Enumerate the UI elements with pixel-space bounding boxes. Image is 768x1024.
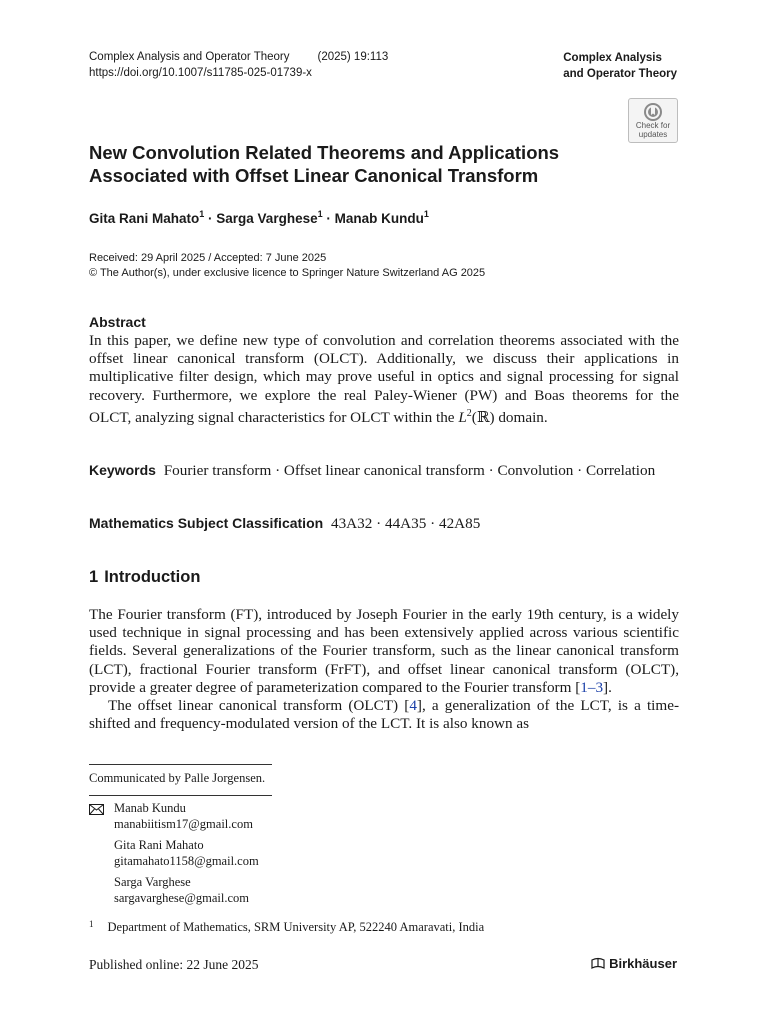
journal-logo-line2: and Operator Theory — [563, 68, 677, 80]
communicated-by: Communicated by Palle Jorgensen. — [89, 771, 266, 785]
license-line: © The Author(s), under exclusive licence to Springer Nature Switzerland AG 2025 — [89, 267, 486, 279]
author-name[interactable]: Gita Rani Mahato — [89, 211, 200, 226]
affiliation-number: 1 — [89, 919, 94, 929]
footnote-rule — [89, 795, 272, 796]
section-heading — [89, 568, 200, 587]
keywords — [89, 461, 679, 480]
author-affil-sup: 1 — [423, 209, 429, 219]
abstract-end: domain. — [494, 408, 548, 426]
footnote-rule — [89, 764, 272, 765]
contact-name: Gita Rani Mahato — [114, 838, 204, 852]
author-name[interactable]: Sarga Varghese — [216, 211, 318, 226]
paragraph-text: ]. — [603, 678, 612, 696]
volume-info: (2025) 19:113 — [317, 51, 389, 63]
author-list — [89, 209, 429, 226]
contact-entry — [114, 801, 259, 832]
paragraph-text: The offset linear canonical transform (OLCT) [ — [108, 697, 410, 715]
section-title: Introduction — [104, 568, 201, 586]
contact-list — [114, 801, 259, 912]
affiliation-text: Department of Mathematics, SRM University AP, 522240 Amaravati, India — [107, 920, 485, 934]
contact-name: Manab Kundu — [114, 801, 186, 815]
math-exponent: 2 — [466, 407, 472, 419]
abstract-heading: Abstract — [89, 314, 146, 330]
math-l: L — [458, 408, 467, 426]
citation-link[interactable]: 4 — [409, 697, 417, 715]
publisher-logo — [591, 956, 677, 971]
author-affil-sup: 1 — [199, 209, 205, 219]
math-argument: (ℝ) — [471, 408, 495, 426]
birkhauser-logo-icon — [591, 957, 605, 971]
contact-email[interactable]: gitamahato1158@gmail.com — [114, 853, 259, 868]
affiliation — [89, 919, 484, 935]
paragraph-text: The Fourier transform (FT), introduced by Joseph Fourier in the early 19th century, is a widely used technique in signal processing and has been extensively applied across various scientific fields. Several generalizations of the Fourier transform, such as the linear canonical transform (LCT), fractional Fourier transform (FrFT), and offset linear canonical transform (OLCT), provide a greater degree of parameterization compared to the Fourier transform [ — [89, 606, 679, 696]
publisher-name: Birkhäuser — [609, 956, 677, 971]
paragraph — [89, 697, 679, 733]
paragraph — [89, 606, 679, 697]
running-header — [89, 49, 388, 81]
keywords-label: Keywords — [89, 462, 156, 478]
author-name[interactable]: Manab Kundu — [334, 211, 424, 226]
contact-entry — [114, 838, 259, 869]
journal-name: Complex Analysis and Operator Theory — [89, 51, 290, 63]
paper-title: New Convolution Related Theorems and Applications Associated with Offset Linear Canonical Transform — [89, 142, 560, 186]
check-for-updates-badge[interactable] — [628, 98, 678, 143]
check-label: Check for — [635, 121, 671, 130]
published-online: Published online: 22 June 2025 — [89, 957, 259, 972]
contact-email[interactable]: sargavarghese@gmail.com — [114, 890, 249, 905]
received-accepted: Received: 29 April 2025 / Accepted: 7 June 2025 — [89, 252, 327, 264]
keywords-list: Fourier transform · Offset linear canonical transform · Convolution · Correlation — [163, 462, 656, 479]
intro-text — [89, 606, 679, 733]
updates-label: updates — [638, 129, 668, 139]
msc-codes: 43A32 · 44A35 · 42A85 — [330, 515, 481, 532]
bookmark-refresh-icon — [643, 102, 663, 122]
envelope-icon — [89, 804, 104, 815]
journal-logo-line1: Complex Analysis — [563, 52, 662, 64]
citation-link[interactable]: 1–3 — [580, 678, 604, 696]
contact-entry — [114, 875, 259, 906]
section-number: 1 — [89, 568, 99, 586]
paragraph-text: ], a generalization of the LCT, is a time-shifted and frequency-modulated version of the LCT. It is also known as — [89, 697, 680, 733]
author-separator: · — [204, 211, 217, 226]
author-separator: · — [322, 211, 335, 226]
abstract-body: In this paper, we define new type of convolution and correlation theorems associated with the offset linear canonical transform (OLCT). Additionally, we discuss their applications in multiplicative filter design, which may prove useful in optics and signal processing for signal recovery. Furthermore, we explore the real Paley-Wiener (PW) and Boas theorems for the OLCT, analyzing signal characteristics for OLCT within the — [89, 332, 679, 426]
journal-logo — [563, 50, 677, 82]
dates-block — [89, 251, 485, 281]
msc-label: Mathematics Subject Classification — [89, 515, 324, 531]
doi-link[interactable]: https://doi.org/10.1007/s11785-025-01739-x — [89, 67, 312, 79]
msc-classification — [89, 515, 480, 533]
abstract-text — [89, 332, 679, 427]
contact-name: Sarga Varghese — [114, 875, 191, 889]
contact-email[interactable]: manabiitism17@gmail.com — [114, 816, 253, 831]
author-affil-sup: 1 — [317, 209, 323, 219]
